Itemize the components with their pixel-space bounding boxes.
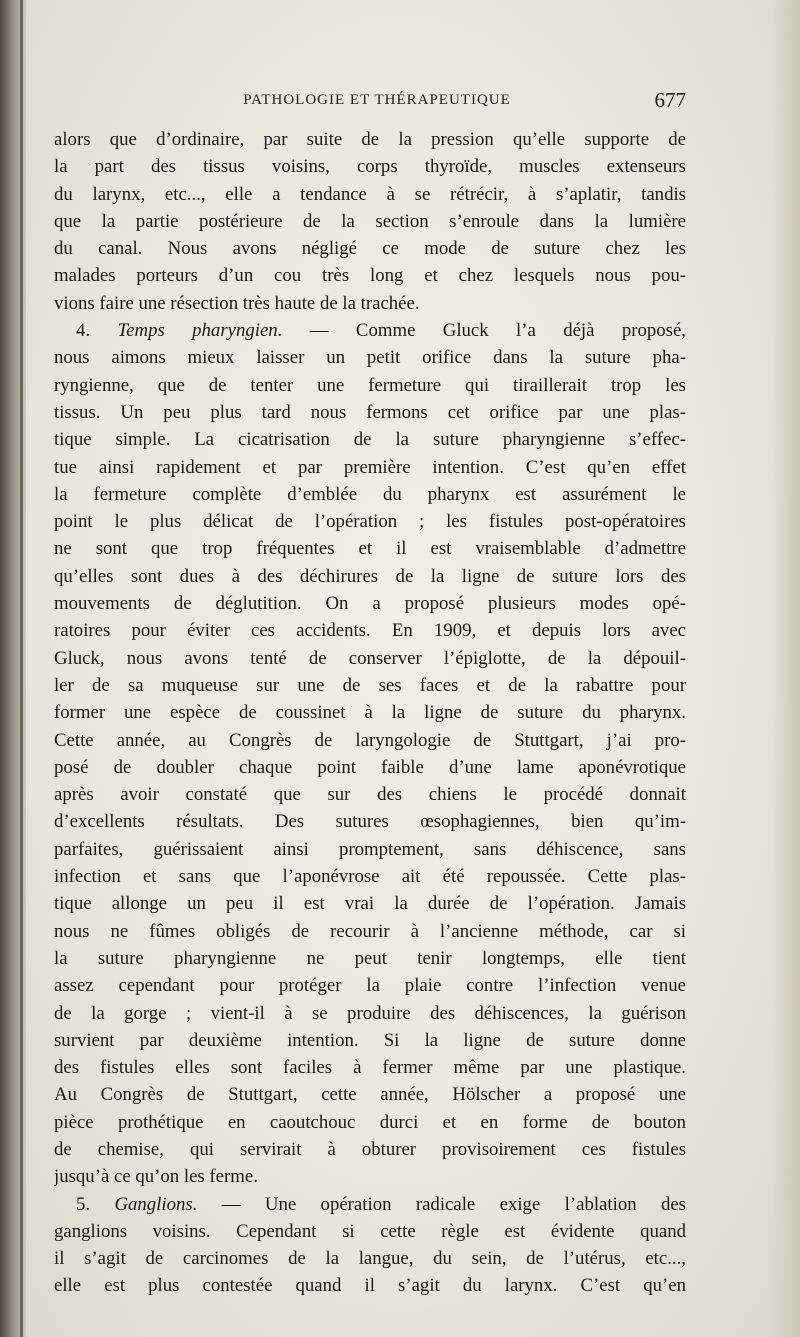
- text-line: Au Congrès de Stuttgart, cette année, Hölscher a proposé une: [54, 1084, 686, 1106]
- text-line: survient par deuxième intention. Si la ligne de suture donne: [54, 1029, 686, 1051]
- page-number: 677: [654, 88, 686, 112]
- text-line: infection et sans que l’aponévrose ait été repoussée. Cette plas-: [54, 866, 686, 888]
- text-line: elle est plus contestée quand il s’agit du larynx. C’est qu’en: [54, 1275, 686, 1297]
- text-line: former une espèce de coussinet à la ligne de suture du pharynx.: [54, 702, 686, 724]
- text-line: nous aimons mieux laisser un petit orifice dans la suture pha-: [54, 347, 686, 369]
- section-title: Ganglions.: [114, 1193, 198, 1215]
- text-line: d’excellents résultats. Des sutures œsophagiennes, bien qu’im-: [54, 811, 686, 833]
- text-line: Gluck, nous avons tenté de conserver l’épiglotte, de la dépouil-: [54, 647, 686, 669]
- text-line: après avoir constaté que sur des chiens le procédé donnait: [54, 784, 686, 806]
- section-number: 5.: [76, 1193, 91, 1215]
- text-line: ratoires pour éviter ces accidents. En 1909, et depuis lors avec: [54, 620, 686, 642]
- section-text: — Comme Gluck l’a déjà proposé,: [309, 320, 686, 342]
- text-line: tue ainsi rapidement et par première intention. C’est qu’en effet: [54, 456, 686, 478]
- text-line: jusqu’à ce qu’on les ferme.: [54, 1166, 258, 1188]
- text-line: il s’agit de carcinomes de la langue, du sein, de l’utérus, etc...,: [54, 1248, 686, 1270]
- text-line: des fistules elles sont faciles à fermer même par une plastique.: [54, 1057, 686, 1079]
- text-line: du larynx, etc..., elle a tendance à se rétrécir, à s’aplatir, tandis: [54, 183, 686, 205]
- section-text: — Une opération radicale exige l’ablation des: [221, 1193, 686, 1215]
- page-header: [62, 88, 692, 114]
- running-title: PATHOLOGIE ET THÉRAPEUTIQUE: [243, 92, 511, 108]
- spine-edge-line: [20, 0, 23, 1337]
- text-line: tique allonge un peu il est vrai la durée de l’opération. Jamais: [54, 893, 686, 915]
- text-line: la fermeture complète d’emblée du pharynx est assurément le: [54, 483, 686, 505]
- text-line: du canal. Nous avons négligé ce mode de suture chez les: [54, 238, 686, 260]
- text-line: posé de doubler chaque point faible d’une lame aponévrotique: [54, 756, 686, 778]
- text-line: assez cependant pour protéger la plaie contre l’infection venue: [54, 975, 686, 997]
- text-line: mouvements de déglutition. On a proposé plusieurs modes opé-: [54, 593, 686, 615]
- text-line: ne sont que trop fréquentes et il est vraisemblable d’admettre: [54, 538, 686, 560]
- text-line: alors que d’ordinaire, par suite de la pression qu’elle supporte de: [54, 129, 686, 150]
- text-line: malades porteurs d’un cou très long et chez lesquels nous pou-: [54, 265, 686, 287]
- page-edge-shadow: [770, 0, 800, 1337]
- section-number: 4.: [76, 320, 91, 342]
- text-line: vions faire une résection très haute de la trachée.: [54, 292, 420, 314]
- text-line: parfaites, guérissaient ainsi promptement, sans déhiscence, sans: [54, 838, 686, 860]
- text-line: pièce prothétique en caoutchouc durci et en forme de bouton: [54, 1111, 686, 1133]
- text-line: point le plus délicat de l’opération ; les fistules post-opératoires: [54, 511, 686, 533]
- text-line: de la gorge ; vient-il à se produire des déhiscences, la guérison: [54, 1002, 686, 1024]
- text-line: tique simple. La cicatrisation de la suture pharyngienne s’effec-: [54, 429, 686, 451]
- text-line: la part des tissus voisins, corps thyroïde, muscles extenseurs: [54, 156, 686, 178]
- text-line: ryngienne, que de tenter une fermeture qui tiraillerait trop les: [54, 374, 686, 396]
- text-line: nous ne fûmes obligés de recourir à l’ancienne méthode, car si: [54, 920, 686, 942]
- text-line: ganglions voisins. Cependant si cette règle est évidente quand: [54, 1220, 686, 1242]
- section-4-first-line: [54, 317, 686, 344]
- text-line: tissus. Un peu plus tard nous fermons cet orifice par une plas-: [54, 401, 686, 423]
- text-line: ler de sa muqueuse sur une de ses faces et de la rabattre pour: [54, 674, 686, 696]
- section-5-first-line: [54, 1191, 686, 1218]
- section-title: Temps pharyngien.: [117, 320, 283, 342]
- body-text: [54, 126, 686, 1300]
- text-line: que la partie postérieure de la section s’enroule dans la lumière: [54, 210, 686, 232]
- text-line: Cette année, au Congrès de laryngologie de Stuttgart, j’ai pro-: [54, 729, 686, 751]
- text-line: qu’elles sont dues à des déchirures de la ligne de suture lors des: [54, 565, 686, 587]
- text-line: la suture pharyngienne ne peut tenir longtemps, elle tient: [54, 947, 686, 969]
- text-line: de chemise, qui servirait à obturer provisoirement ces fistules: [54, 1138, 686, 1160]
